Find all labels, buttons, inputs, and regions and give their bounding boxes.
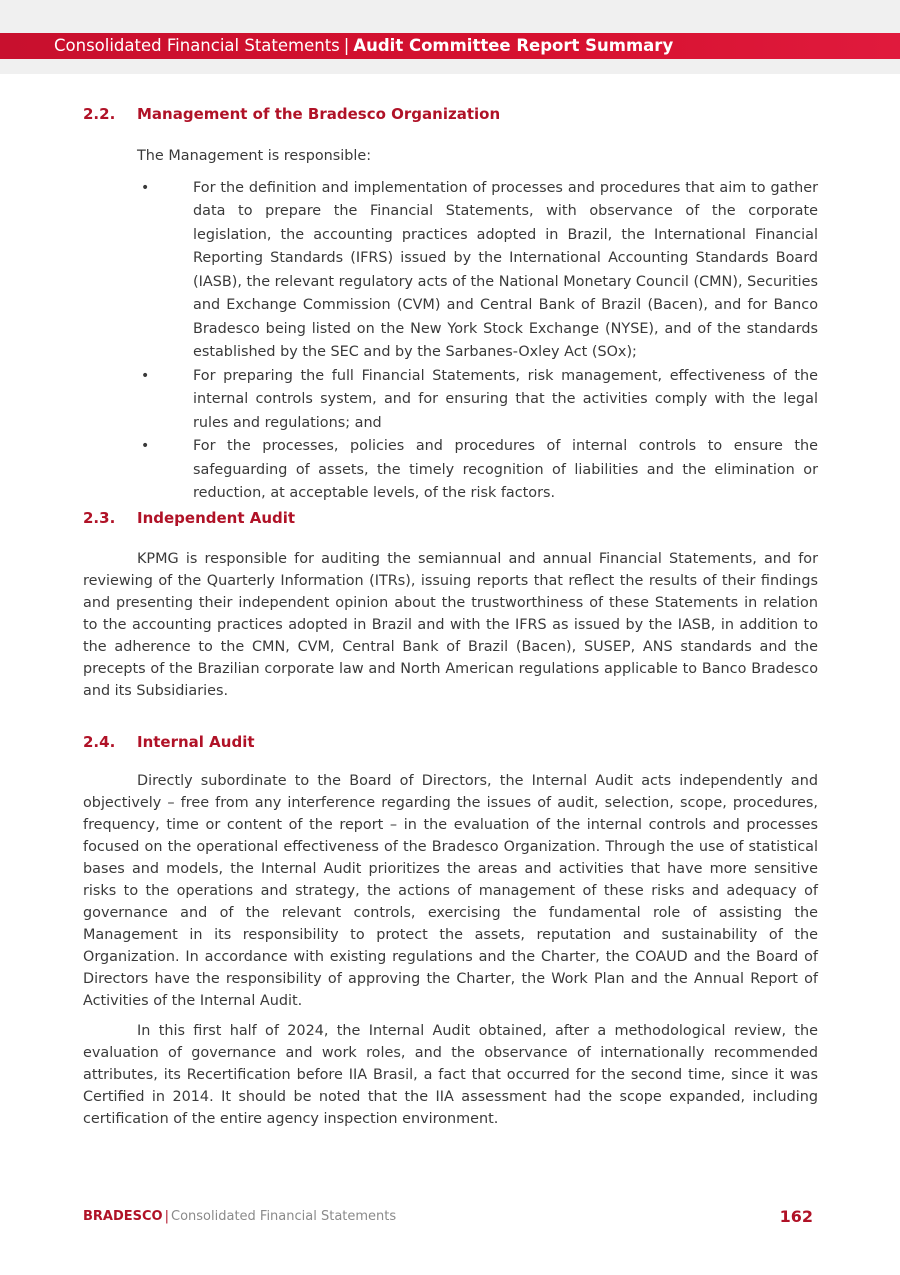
bullet-dot: •	[141, 179, 150, 196]
section-heading-management	[83, 102, 818, 126]
footer-brand: BRADESCO	[83, 1209, 163, 1224]
bullet-text: For preparing the full Financial Statements, risk management, effectiveness of the internal controls system, and for ensuring that the activities comply with the legal rules and regulations; and	[193, 367, 818, 431]
header-separator: |	[343, 36, 350, 55]
page-footer	[83, 1206, 818, 1228]
footer-separator: |	[164, 1209, 169, 1224]
footer-subtitle: Consolidated Financial Statements	[171, 1209, 397, 1224]
page-content	[83, 102, 818, 1130]
bullet-item	[83, 365, 818, 436]
section-title: Internal Audit	[137, 732, 255, 751]
management-bullet-list	[83, 177, 818, 506]
section-heading-independent-audit	[83, 506, 818, 530]
section-title: Independent Audit	[137, 508, 296, 527]
header-left-title: Consolidated Financial Statements	[54, 36, 340, 55]
bullet-text: For the definition and implementation of processes and procedures that aim to gather data to prepare the Financial Statements, with observance of the corporate legislation, the accounting practices adopted in Brazil, the International Financial Reporting Standards (IFRS) issued by the International Accounting Standards Board (IASB), the relevant regulatory acts of the National Monetary Council (CMN), Securities and Exchange Commission (CVM) and Central Bank of Brazil (Bacen), and for Banco Bradesco being listed on the New York Stock Exchange (NYSE), and of the standards established by the SEC and by the Sarbanes-Oxley Act (SOx);	[193, 179, 819, 360]
section-number: 2.2.	[83, 105, 116, 123]
section-number: 2.4.	[83, 732, 116, 751]
bullet-dot: •	[141, 367, 150, 384]
bullet-text: For the processes, policies and procedures of internal controls to ensure the safeguarding of assets, the timely recognition of liabilities and the elimination or reduction, at acceptable levels, of the risk factors.	[193, 438, 818, 501]
bullet-item	[83, 435, 818, 506]
internal-audit-paragraph-2: In this first half of 2024, the Internal Audit obtained, after a methodological review, the evaluation of governance and work roles, and the observance of internationally recommended attributes, its Recertification before IIA Brasil, a fact that occurred for the second time, since it was Certified in 2014. It should be noted that the IIA assessment had the scope expanded, including certification of the entire agency inspection environment.	[83, 1022, 818, 1127]
page-number: 162	[779, 1207, 813, 1226]
header-right-title: Audit Committee Report Summary	[353, 36, 674, 55]
section-number: 2.3.	[83, 508, 116, 527]
section-heading-internal-audit	[83, 730, 818, 754]
independent-audit-paragraph: KPMG is responsible for auditing the semiannual and annual Financial Statements, and for reviewing of the Quarterly Information (ITRs), issuing reports that reflect the results of their findings and presenting their independent opinion about the trustworthiness of these Statements in relation to the accounting practices adopted in Brazil and with the IFRS as issued by the IASB, in addition to the adherence to the CMN, CVM, Central Bank of Brazil (Bacen), SUSEP, ANS standards and the precepts of the Brazilian corporate law and North American regulations applicable to Banco Bradesco and its Subsidiaries.	[83, 550, 818, 699]
section-title: Management of the Bradesco Organization	[137, 105, 501, 123]
bullet-item	[83, 177, 818, 365]
management-lead: The Management is responsible:	[137, 148, 372, 164]
header-bar	[0, 33, 900, 59]
internal-audit-paragraph-1: Directly subordinate to the Board of Directors, the Internal Audit acts independently and objectively – free from any interference regarding the issues of audit, selection, scope, procedures, frequency, time or content of the report – in the evaluation of the internal controls and processes focused on the operational effectiveness of the Bradesco Organization. Through the use of statistical bases and models, the Internal Audit prioritizes the areas and activities that have more sensitive risks to the operations and strategy, the actions of management of these risks and adequacy of governance and of the relevant controls, exercising the fundamental role of assisting the Management in its responsibility to protect the assets, reputation and sustainability of the Organization. In accordance with existing regulations and the Charter, the COAUD and the Board of Directors have the responsibility of approving the Charter, the Work Plan and the Annual Report of Activities of the Internal Audit.	[83, 772, 818, 1009]
bullet-dot: •	[141, 438, 150, 454]
